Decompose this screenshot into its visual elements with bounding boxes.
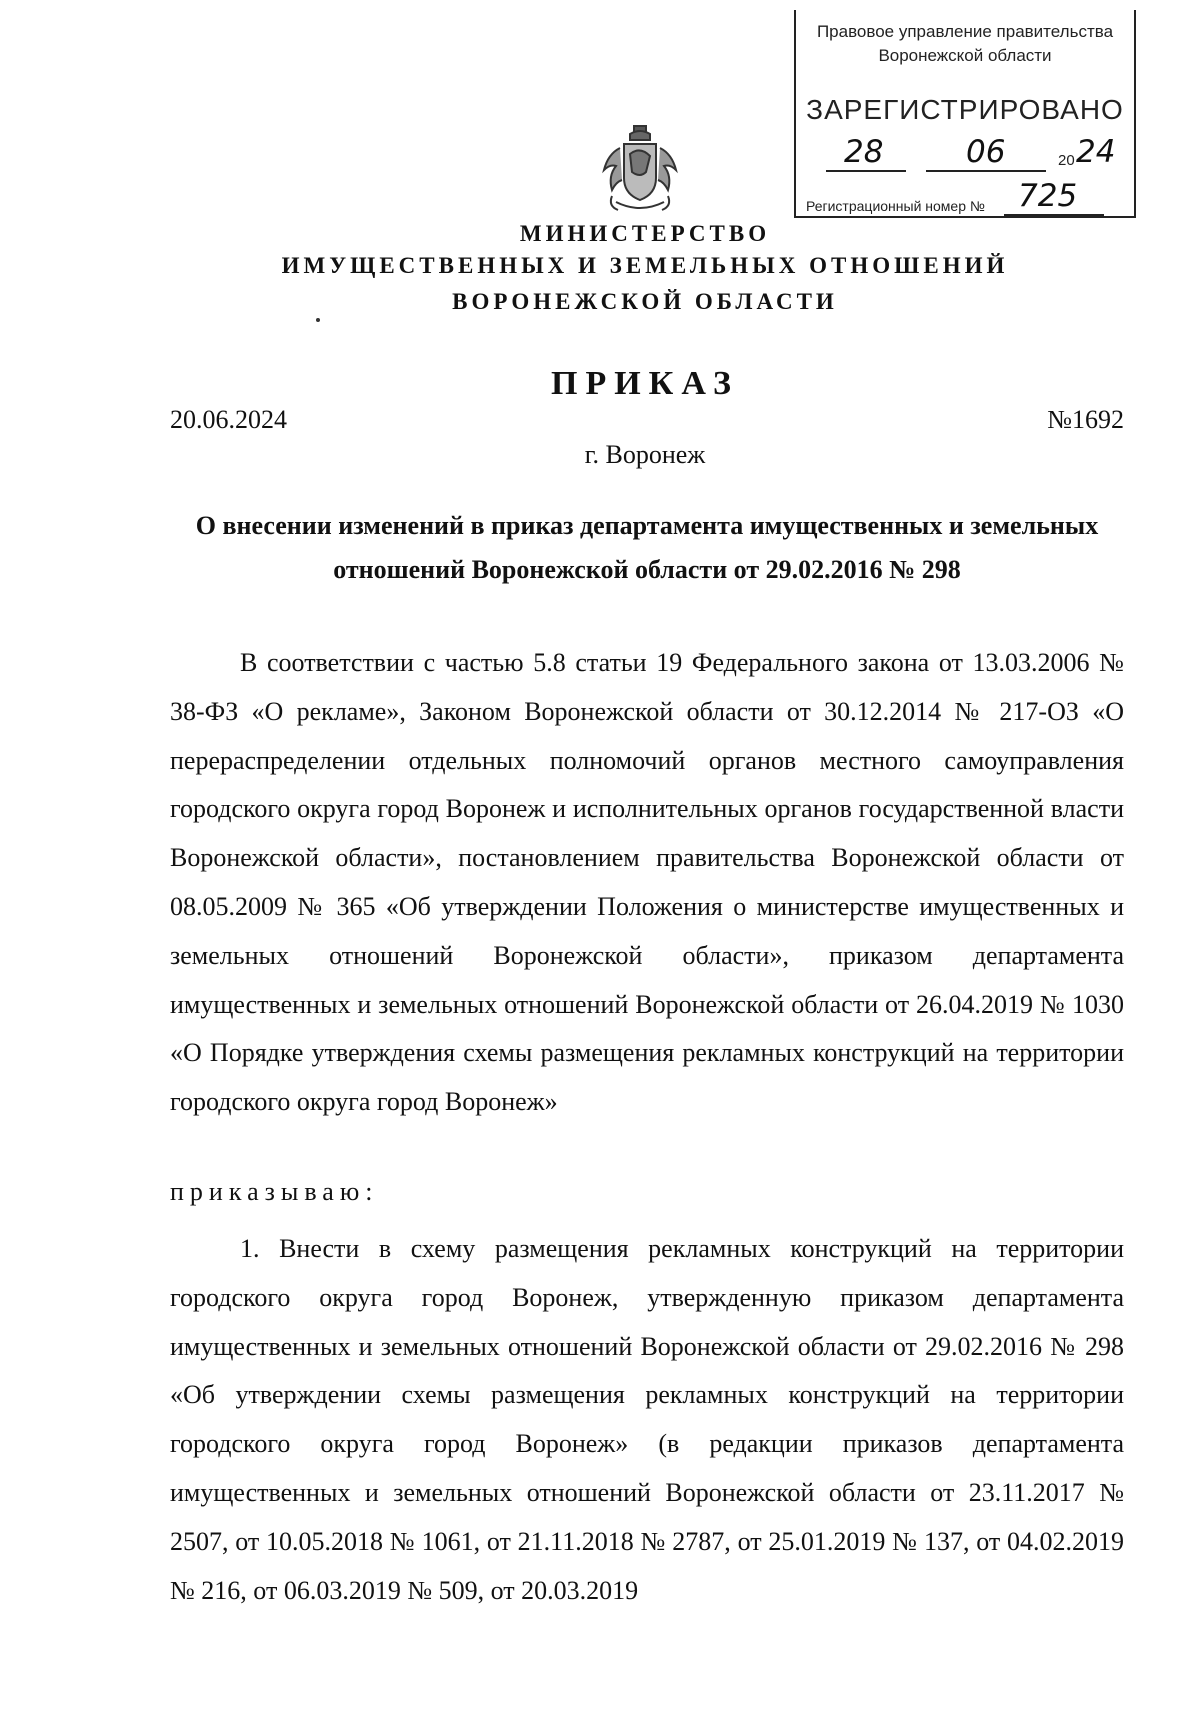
document-type-title: ПРИКАЗ [551, 365, 739, 402]
scan-speck [316, 318, 320, 322]
coat-of-arms-icon [590, 118, 690, 218]
org-name-line2: ИМУЩЕСТВЕННЫХ И ЗЕМЕЛЬНЫХ ОТНОШЕНИЙ [281, 253, 1009, 278]
org-name-line1: МИНИСТЕРСТВО [519, 221, 771, 246]
stamp-authority-line2: Воронежской области [878, 46, 1052, 65]
preamble-paragraph: В соответствии с частью 5.8 статьи 19 Федерального закона от 13.03.2006 № 38-ФЗ «О рекламе», Законом Воронежской области от 30.12.2014 № 217-ОЗ «О перераспределении отдельных полномочий органов местного самоуправления городского округа город Воронеж и исполнительных органов государственной власти Воронежской области», постановлением правительства Воронежской области от 08.05.2009 № 365 «Об утверждении Положения о министерстве имущественных и земельных отношений Воронежской области», приказом департамента имущественных и земельных отношений Воронежской области от 26.04.2019 № 1030 «О Порядке утверждения схемы размещения рекламных конструкций на территории городского округа город Воронеж» [170, 648, 1124, 1117]
registration-stamp [794, 10, 1136, 218]
stamp-month: 06 [966, 134, 1006, 170]
document-number: №1692 [1047, 405, 1124, 434]
stamp-status: ЗАРЕГИСТРИРОВАНО [806, 94, 1124, 125]
stamp-year-suffix: 24 [1076, 134, 1116, 170]
document-date: 20.06.2024 [170, 405, 287, 434]
stamp-day-underline [826, 170, 906, 172]
stamp-month-underline [926, 170, 1046, 172]
stamp-reg-number: 725 [1018, 178, 1078, 214]
org-name-line3: ВОРОНЕЖСКОЙ ОБЛАСТИ [452, 289, 838, 314]
clause-1-paragraph: 1. Внести в схему размещения рекламных конструкций на территории городского округа город Воронеж, утвержденную приказом департамента имущественных и земельных отношений Воронежской области от 29.02.2016 № 298 «Об утверждении схемы размещения рекламных конструкций на территории городского округа город Воронеж» (в редакции приказов департамента имущественных и земельных отношений Воронежской области от 23.11.2017 № 2507, от 10.05.2018 № 1061, от 21.11.2018 № 2787, от 25.01.2019 № 137, от 04.02.2019 № 216, от 06.03.2019 № 509, от 20.03.2019 [170, 1234, 1124, 1605]
stamp-authority-line1: Правовое управление правительства [816, 22, 1114, 41]
document-subject: О внесении изменений в приказ департамента имущественных и земельных отношений Воронежской области от 29.02.2016 № 298 [195, 511, 1099, 584]
order-word: приказываю: [170, 1177, 379, 1206]
stamp-day: 28 [844, 134, 884, 170]
stamp-year-prefix: 20 [1058, 152, 1075, 169]
stamp-reg-label: Регистрационный номер № [806, 198, 985, 214]
stamp-reg-underline [1004, 214, 1104, 216]
document-city: г. Воронеж [584, 440, 706, 469]
